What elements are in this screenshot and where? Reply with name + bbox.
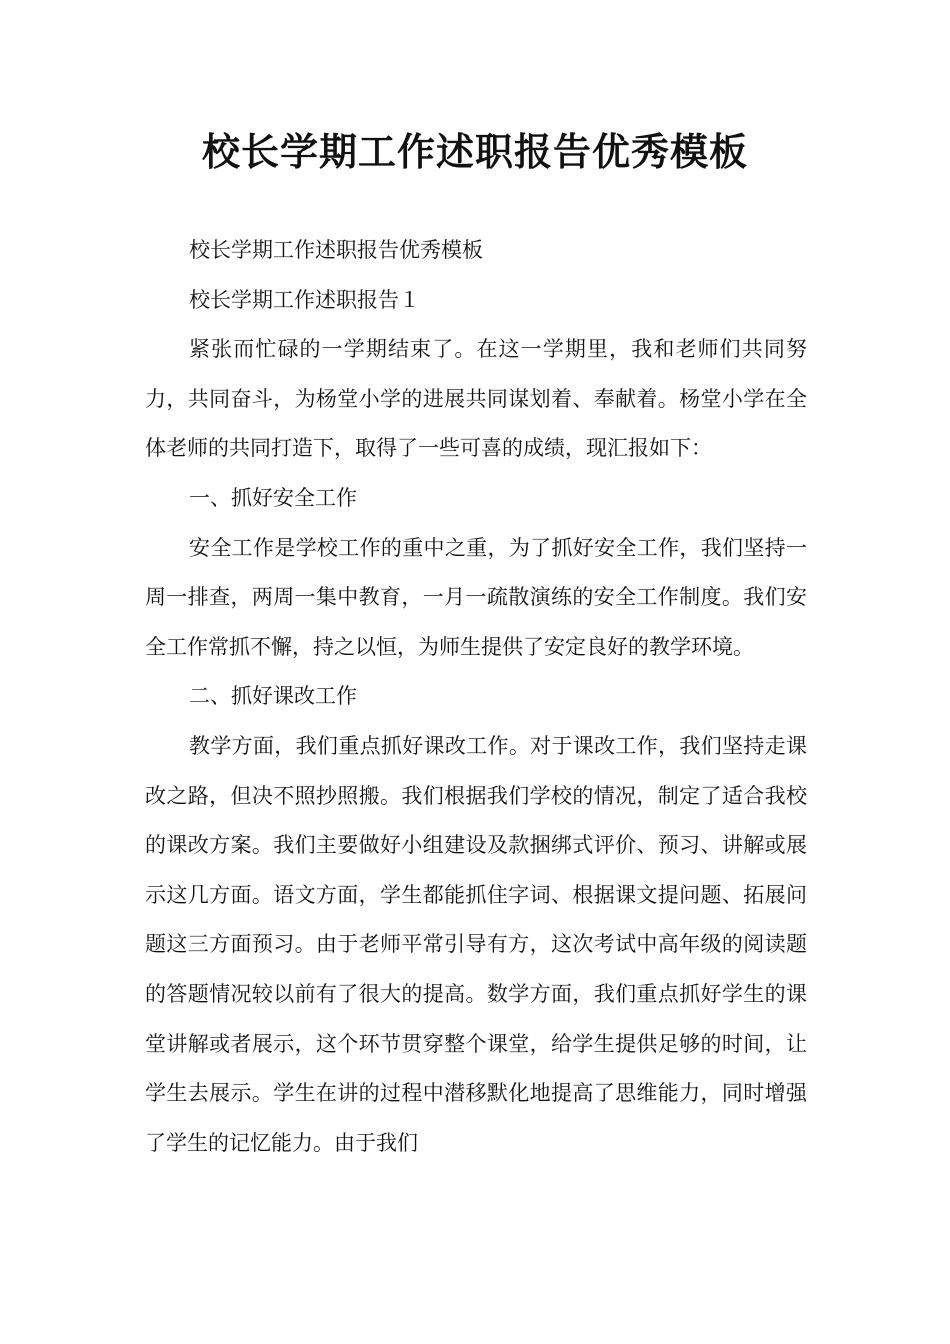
document-title: 校长学期工作述职报告优秀模板	[201, 130, 748, 174]
subtitle-paragraph: 校长学期工作述职报告优秀模板	[189, 238, 483, 262]
intro-paragraph: 紧张而忙碌的一学期结束了。在这一学期里，我和老师们共同努力，共同奋斗，为杨堂小学的进展共同谋划着、奉献着。杨堂小学在全体老师的共同打造下，取得了一些可喜的成绩，现汇报如下：	[145, 337, 807, 461]
section-heading-curriculum: 二、抓好课改工作	[189, 684, 357, 709]
section-heading-safety: 一、抓好安全工作	[189, 485, 357, 510]
curriculum-paragraph: 教学方面，我们重点抓好课改工作。对于课改工作，我们坚持走课改之路，但决不照抄照搬。我们根据我们学校的情况，制定了适合我校的课改方案。我们主要做好小组建设及款捆绑式评价、预习、讲解或展示这几方面。语文方面，学生都能抓住字词、根据课文提问题、拓展问题这三方面预习。由于老师平常引导有方，这次考试中高年级的阅读题的答题情况较以前有了很大的提高。数学方面，我们重点抓好学生的课堂讲解或者展示，这个环节贯穿整个课堂，给学生提供足够的时间，让学生去展示。学生在讲的过程中潜移默化地提高了思维能力，同时增强了学生的记忆能力。由于我们	[145, 733, 807, 1155]
report-heading: 校长学期工作述职报告１	[189, 287, 420, 312]
safety-paragraph: 安全工作是学校工作的重中之重，为了抓好安全工作，我们坚持一周一排查，两周一集中教育，一月一疏散演练的安全工作制度。我们安全工作常抓不懈，持之以恒，为师生提供了安定良好的教学环境。	[145, 535, 807, 659]
document-body	[145, 226, 807, 1168]
